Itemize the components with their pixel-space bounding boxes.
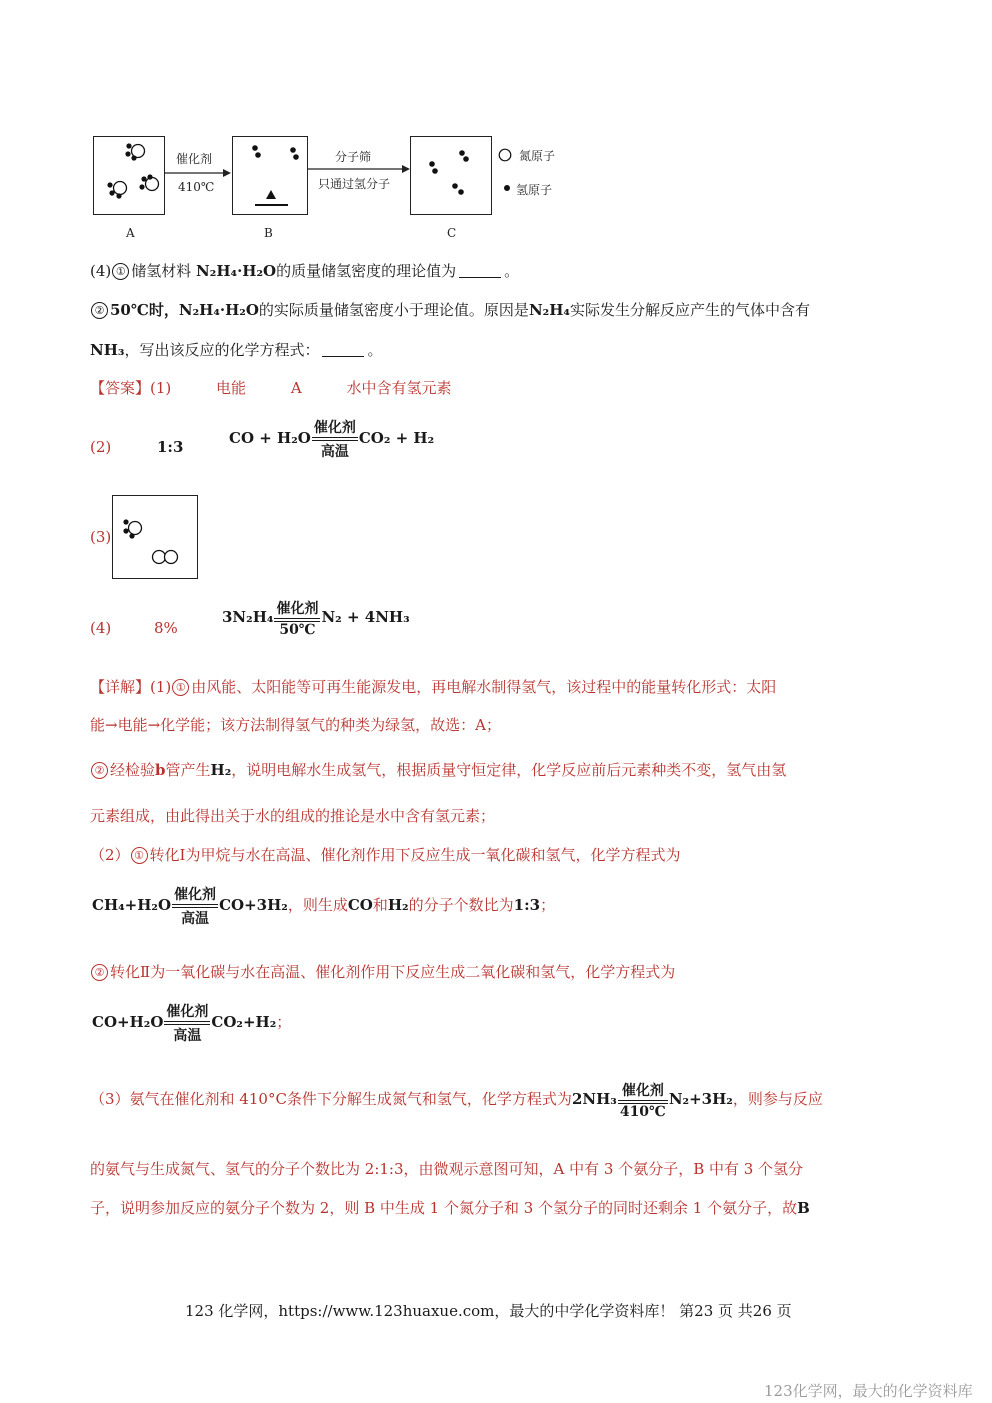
box-c	[410, 136, 492, 215]
answer-3-label: (3)	[90, 528, 112, 546]
detail-line9: 子，说明参加反应的氨分子个数为 2，则 B 中生成 1 个氮分子和 3 个氢分子的同时还剩余 1 个氨分子，故B	[90, 1199, 810, 1217]
answer-blank	[322, 356, 364, 357]
detail-line5: （2） ① 转化Ⅰ为甲烷与水在高温、催化剂作用下反应生成一氧化碳和氢气，化学方程式为	[90, 846, 681, 864]
q4-line2: ② 50℃时，N₂H₄·H₂O的实际质量储氢密度小于理论值。原因是N₂H₄实际发生分解反应产生的气体中含有	[90, 299, 810, 320]
box-a	[93, 136, 165, 215]
watermark-text: 123化学网，最大的化学资料库	[764, 1382, 973, 1400]
q4-line3: NH₃，写出该反应的化学方程式： 。	[90, 341, 383, 359]
arrow-1	[165, 168, 231, 178]
answer-3-molecules	[113, 496, 197, 578]
detail-line8: 的氨气与生成氮气、氢气的分子个数比为 2:1:3，由微观示意图可知，A 中有 3 个氨分子，B 中有 3 个氢分	[90, 1160, 804, 1178]
label-c: C	[447, 226, 457, 240]
answer-blank	[459, 277, 501, 278]
detail-line1: 【详解】(1) ① 由风能、太阳能等可再生能源发电，再电解水制得氢气，该过程中的能量转化形式：太阳	[90, 678, 777, 696]
detail-eq2: CO+H₂O $\frac{\text{催化剂}}{\text{高温}}$ CO₂+H₂；	[92, 1004, 292, 1044]
arrow-1-bottom-label: 410℃	[178, 180, 215, 194]
answer-4-label: (4)	[90, 619, 112, 637]
legend-n-label: 氮原子	[519, 149, 556, 163]
legend-n-icon	[498, 148, 512, 162]
detail-line2: 能→电能→化学能；该方法制得氢气的种类为绿氢，故选：A；	[90, 716, 501, 734]
detail-line6: ② 转化Ⅱ为一氧化碳与水在高温、催化剂作用下反应生成二氧化碳和氢气，化学方程式为	[90, 961, 675, 982]
legend-h-icon	[503, 184, 511, 192]
answer-3-box	[112, 495, 198, 579]
detail-eq1: CH₄+H₂O $\frac{\text{催化剂}}{\text{高温}}$ CO+3H₂，则生成CO和H₂的分子个数比为1:3；	[92, 887, 556, 927]
box-b-molecules	[233, 137, 307, 214]
box-b	[232, 136, 308, 215]
detail-line4: 元素组成，由此得出关于水的组成的推论是水中含有氢元素；	[90, 807, 496, 825]
label-b: B	[264, 226, 273, 240]
answer-2-equation: CO + H₂O $\frac{\text{催化剂}}{\text{高温}}$ CO₂ + H₂	[229, 420, 435, 460]
detail-line3: ② 经检验b管产生H₂，说明电解水生成氢气，根据质量守恒定律，化学反应前后元素种类不变，氢气由氢	[90, 759, 786, 780]
arrow-2-bottom-label: 只通过氢分子	[318, 177, 391, 191]
arrow-2	[308, 164, 410, 174]
box-c-molecules	[411, 137, 491, 214]
answer-4-equation: 3N₂H₄ $\frac{\text{催化剂}}{50℃}$ N₂ + 4NH₃	[222, 601, 410, 638]
answer-2-ratio: 1:3	[157, 438, 184, 456]
answer-2-label: (2)	[90, 438, 112, 456]
box-a-molecules	[94, 137, 164, 214]
legend-h-label: 氢原子	[516, 183, 553, 197]
label-a: A	[126, 226, 135, 240]
answer-4-pct: 8%	[154, 619, 178, 637]
detail-line7: （3）氨气在催化剂和 410°C条件下分解生成氮气和氢气，化学方程式为2NH₃ $\frac{\text{催化剂}}{410℃}$ N₂+3H₂，则参与反应	[90, 1083, 823, 1120]
arrow-2-top-label: 分子筛	[335, 150, 372, 164]
answer-line1: 【答案】(1) 电能 A 水中含有氢元素	[90, 379, 452, 397]
q4-line1: (4) ① 储氢材料 N₂H₄·H₂O的质量储氢密度的理论值为 。	[90, 262, 520, 280]
arrow-1-top-label: 催化剂	[176, 152, 213, 166]
page-footer: 123 化学网，https://www.123huaxue.com，最大的中学化学资料库！ 第23 页 共26 页	[185, 1302, 792, 1320]
